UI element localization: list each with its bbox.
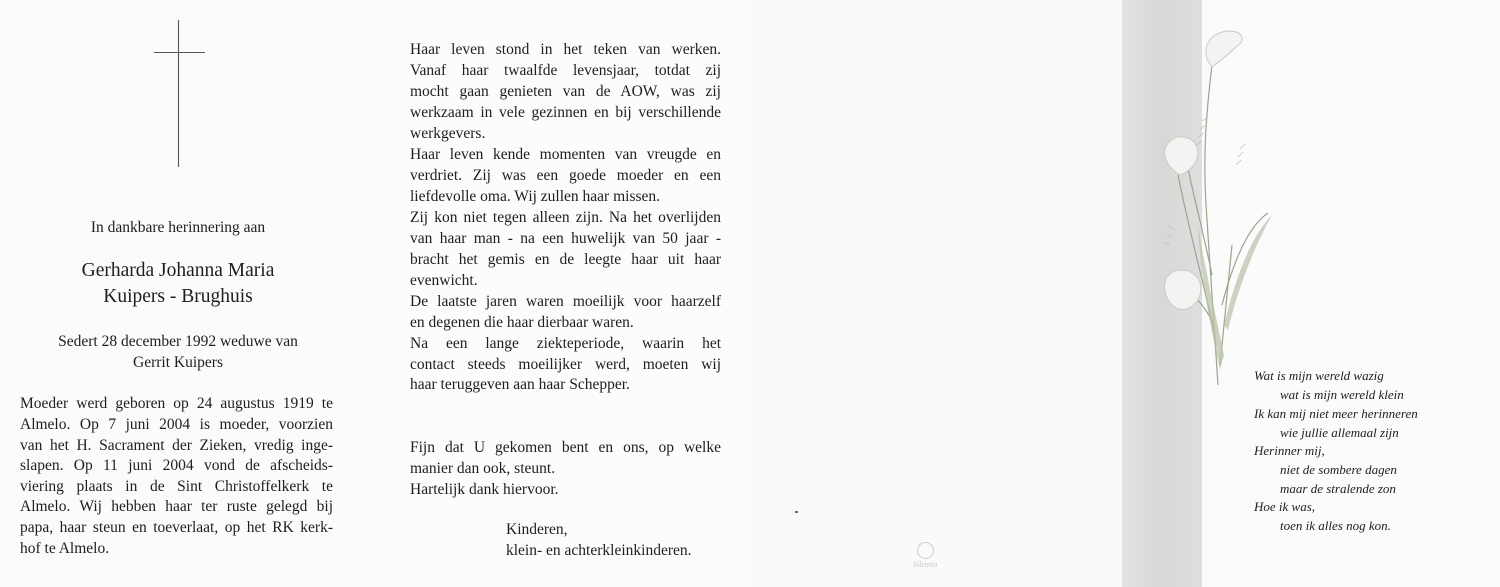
story-line: Haar leven stond in het teken van werken. bbox=[410, 41, 721, 58]
calla-lily-illustration bbox=[1140, 25, 1280, 390]
story-line: Na een lange ziekteperiode, waarin het bbox=[410, 335, 721, 352]
poem-line: maar de stralende zon bbox=[1280, 481, 1396, 496]
bio-line: viering plaats in de Sint Christoffelkerk te bbox=[20, 478, 333, 495]
story-line: haar teruggeven aan haar Schepper. bbox=[410, 376, 630, 393]
story-line: liefdevolle oma. Wij zullen haar missen. bbox=[410, 188, 661, 205]
poem-line: toen ik alles nog kon. bbox=[1280, 518, 1391, 533]
deceased-surname: Kuipers - Brughuis bbox=[103, 286, 253, 307]
story-line: De laatste jaren waren moeilijk voor haarzelf bbox=[410, 293, 721, 310]
signature-line: Kinderen, bbox=[506, 521, 568, 538]
bio-line: Almelo. Wij hebben haar ter ruste gelegd bij bbox=[20, 498, 333, 515]
middle-panel bbox=[376, 0, 752, 587]
poem-line: Wat is mijn wereld wazig bbox=[1254, 368, 1384, 383]
deceased-name: Gerharda Johanna Maria bbox=[81, 260, 275, 281]
poem-line: Herinner mij, bbox=[1254, 443, 1325, 458]
poem-line: wie jullie allemaal zijn bbox=[1280, 425, 1399, 440]
story-line: werkgevers. bbox=[410, 125, 486, 142]
thanks-line: Fijn dat U gekomen bent en ons, op welke bbox=[410, 439, 721, 456]
story-line: en degenen die haar dierbaar waren. bbox=[410, 314, 634, 331]
story-line: Zij kon niet tegen alleen zijn. Na het overlijden bbox=[410, 209, 721, 226]
print-speck bbox=[795, 511, 798, 513]
bio-line: Almelo. Op 7 juni 2004 is moeder, voorzien bbox=[20, 416, 333, 433]
bio-line: papa, haar steun en toeverlaat, op het RK kerk- bbox=[20, 519, 333, 536]
husband-name: Gerrit Kuipers bbox=[133, 354, 223, 371]
bio-line: van het H. Sacrament der Zieken, vredig inge- bbox=[20, 437, 333, 454]
monogram-text: Silentio bbox=[912, 560, 938, 569]
silentio-monogram bbox=[910, 542, 940, 569]
poem-line: Ik kan mij niet meer herinneren bbox=[1254, 406, 1418, 421]
story-line: evenwicht. bbox=[410, 272, 478, 289]
bio-line: hof te Almelo. bbox=[20, 540, 110, 557]
bio-line: Moeder werd geboren op 24 augustus 1919 te bbox=[20, 395, 333, 412]
left-panel bbox=[0, 0, 376, 587]
story-line: contact steeds moeilijker werd, moeten wij bbox=[410, 356, 721, 373]
thanks-line: Hartelijk dank hiervoor. bbox=[410, 481, 559, 498]
poem-line: wat is mijn wereld klein bbox=[1280, 387, 1404, 402]
intro-text: In dankbare herinnering aan bbox=[90, 219, 266, 236]
bio-line: slapen. Op 11 juni 2004 vond de afscheids- bbox=[20, 457, 333, 474]
thanks-line: manier dan ook, steunt. bbox=[410, 460, 556, 477]
poem-line: niet de sombere dagen bbox=[1280, 462, 1397, 477]
poem-line: Hoe ik was, bbox=[1254, 499, 1316, 514]
story-line: werkzaam in vele gezinnen en bij verschillende bbox=[410, 104, 721, 121]
cross-icon bbox=[150, 20, 210, 170]
story-line: mocht gaan genieten van de AOW, was zij bbox=[410, 83, 721, 100]
back-panel bbox=[752, 0, 1126, 587]
story-line: verdriet. Zij was een goede moeder en een bbox=[410, 167, 721, 184]
signature-line: klein- en achterkleinkinderen. bbox=[506, 542, 692, 559]
story-line: bracht het gemis en de leegte haar uit haar bbox=[410, 251, 721, 268]
story-line: Vanaf haar twaalfde levensjaar, totdat zij bbox=[410, 62, 721, 79]
widow-line: Sedert 28 december 1992 weduwe van bbox=[58, 333, 298, 350]
story-line: Haar leven kende momenten van vreugde en bbox=[410, 146, 721, 163]
monogram-circle-icon bbox=[917, 542, 934, 559]
story-line: van haar man - na een huwelijk van 50 jaar - bbox=[410, 230, 721, 247]
